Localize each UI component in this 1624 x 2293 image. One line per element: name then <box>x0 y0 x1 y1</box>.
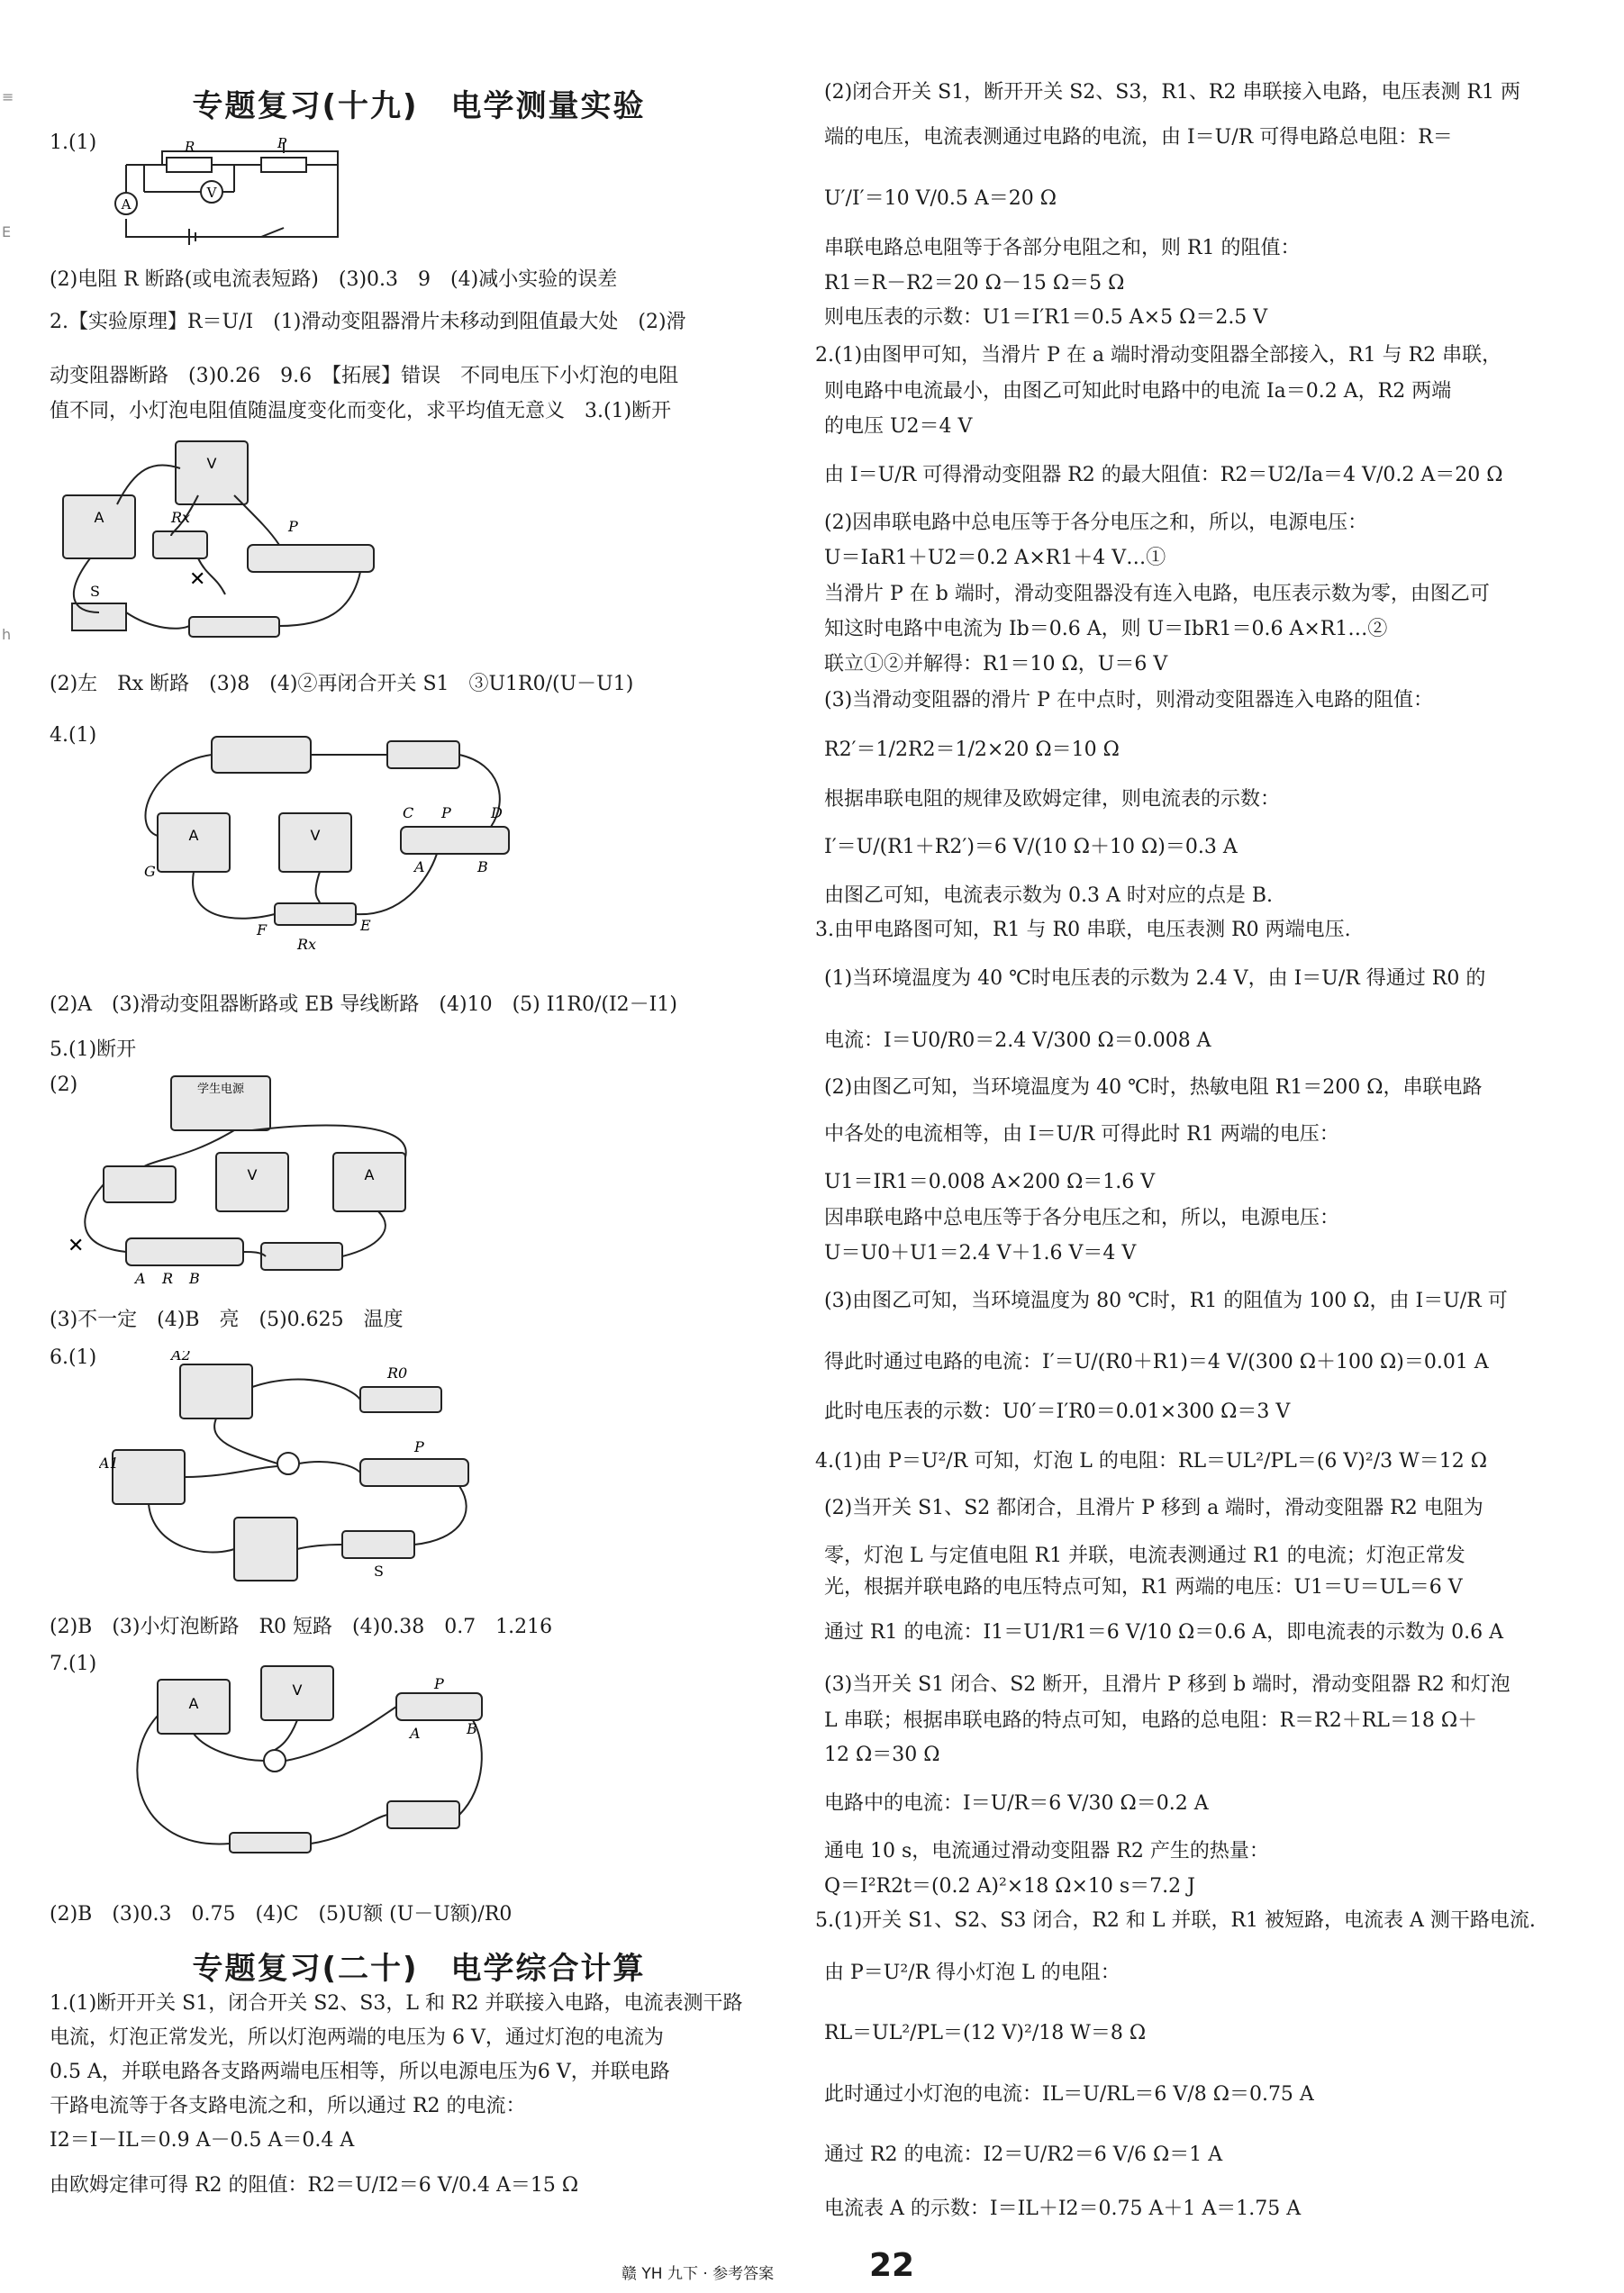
ans-line-35: 光，根据并联电路的电压特点可知，R1 两端的电压：U1＝U＝UL＝6 V <box>824 1576 1463 1599</box>
q5-psu-label: 学生电源 <box>196 1083 245 1096</box>
q6-answers: (2)B (3)小灯泡断路 R0 短路 (4)0.38 0.7 1.216 <box>50 1616 553 1638</box>
q7-b-label: B <box>467 1720 477 1737</box>
q5-label: 5.(1)断开 <box>50 1038 137 1061</box>
q2-line3: 值不同，小灯泡电阻值随温度变化而变化，求平均值无意义 3.(1)断开 <box>50 400 672 422</box>
q5-r-label: R <box>162 1270 174 1287</box>
edge-mark-1: ≡ <box>2 88 14 105</box>
ans-line-7: 2.(1)由图甲可知，当滑片 P 在 a 端时滑动变阻器全部接入，R1 与 R2 串联， <box>815 344 1502 367</box>
ans-line-18: 根据串联电阻的规律及欧姆定律，则电流表的示数： <box>824 788 1281 811</box>
ans-line-46: 此时通过小灯泡的电流：IL＝U/RL＝6 V/8 Ω＝0.75 A <box>824 2083 1314 2106</box>
q5-sub2-label: (2) <box>50 1074 78 1096</box>
ans-line-32: 4.(1)由 P＝U²/R 可知，灯泡 L 的电阻：RL＝UL²/PL＝(6 V)²/3 W＝12 Ω <box>815 1450 1487 1473</box>
ans-line-14: 知这时电路中电流为 Ib＝0.6 A，则 U＝IbR1＝0.6 A×R1…② <box>824 618 1388 640</box>
ans-line-12: U＝IaR1＋U2＝0.2 A×R1＋4 V…① <box>824 547 1166 569</box>
q7-p-label: P <box>434 1675 444 1692</box>
q4-e-label: E <box>360 917 371 934</box>
ans-line-6: 则电压表的示数：U1＝I′R1＝0.5 A×5 Ω＝2.5 V <box>824 306 1268 329</box>
q4-ammeter-label: A <box>188 827 199 844</box>
ans-line-31: 此时电压表的示数：U0′＝I′R0＝0.01×300 Ω＝3 V <box>824 1400 1291 1423</box>
q4-label: 4.(1) <box>50 724 97 747</box>
ans-line-10: 由 I＝U/R 可得滑动变阻器 R2 的最大阻值：R2＝U2/Ia＝4 V/0.2 A＝20 Ω <box>824 464 1503 486</box>
circuit-q5-svg <box>54 1067 432 1292</box>
q7-answers: (2)B (3)0.3 0.75 (4)C (5)U额 (U－U额)/R0 <box>50 1903 513 1926</box>
ans-line-25: 中各处的电流相等，由 I＝U/R 可得此时 R1 两端的电压： <box>824 1123 1339 1146</box>
ans-line-2: 端的电压，电流表测通过电路的电流，由 I＝U/R 可得电路总电阻：R＝ <box>824 126 1453 149</box>
resistor-label: R <box>185 139 195 155</box>
ans-line-16: (3)当滑动变阻器的滑片 P 在中点时，则滑动变阻器连入电路的阻值： <box>824 689 1433 711</box>
ans-line-9: 的电压 U2＝4 V <box>824 415 973 438</box>
q7-a-label: A <box>410 1725 421 1742</box>
ans-line-1: (2)闭合开关 S1，断开开关 S2、S3，R1、R2 串联接入电路，电压表测 R1 两 <box>824 81 1521 104</box>
ans-line-24: (2)由图乙可知，当环境温度为 40 ℃时，热敏电阻 R1＝200 Ω，串联电路 <box>824 1076 1483 1099</box>
circuit-photo-q5 <box>54 1067 432 1292</box>
q5-ammeter-label: A <box>364 1166 375 1183</box>
voltmeter-label: V <box>206 185 217 201</box>
ans-line-44: 由 P＝U²/R 得小灯泡 L 的电阻： <box>824 1962 1120 1984</box>
ans-line-21: 3.由甲电路图可知，R1 与 R0 串联，电压表测 R0 两端电压. <box>815 919 1351 941</box>
circuit-q7-svg <box>99 1653 486 1878</box>
ans-line-8: 则电路中电流最小，由图乙可知此时电路中的电流 Ia＝0.2 A，R2 两端 <box>824 380 1452 403</box>
edge-mark-2: E <box>2 223 12 240</box>
circuit-q3-svg <box>54 432 387 648</box>
circuit-photo-q4 <box>113 728 527 953</box>
page-number: 22 <box>869 2247 915 2284</box>
q3-s-label: S <box>90 583 100 600</box>
q6-a1-label: A1 <box>99 1455 119 1472</box>
footer-label: 赣 YH 九下 · 参考答案 <box>621 2265 775 2283</box>
ans-line-17: R2′＝1/2R2＝1/2×20 Ω＝10 Ω <box>824 739 1120 761</box>
ans-line-45: RL＝UL²/PL＝(12 V)²/18 W＝8 Ω <box>824 2022 1147 2044</box>
q6-p-label: P <box>414 1438 424 1455</box>
q3-answers: (2)左 Rx 断路 (3)8 (4)②再闭合开关 S1 ③U1R0/(U－U1) <box>50 673 634 695</box>
calc1-line6: 由欧姆定律可得 R2 的阻值：R2＝U/I2＝6 V/0.4 A＝15 Ω <box>50 2174 579 2197</box>
q3-ammeter-label: A <box>94 509 104 526</box>
ans-line-26: U1＝IR1＝0.008 A×200 Ω＝1.6 V <box>824 1171 1156 1193</box>
q5-answers: (3)不一定 (4)B 亮 (5)0.625 温度 <box>50 1309 404 1331</box>
calc1-line4: 干路电流等于各支路电流之和，所以通过 R2 的电流： <box>50 2095 526 2117</box>
ans-line-19: I′＝U/(R1＋R2′)＝6 V/(10 Ω＋10 Ω)＝0.3 A <box>824 836 1238 858</box>
circuit-photo-q7 <box>99 1653 486 1878</box>
ans-line-13: 当滑片 P 在 b 端时，滑动变阻器没有连入电路，电压表示数为零，由图乙可 <box>824 583 1490 605</box>
ans-line-11: (2)因串联电路中总电压等于各分电压之和，所以，电源电压： <box>824 512 1368 534</box>
ans-line-37: (3)当开关 S1 闭合、S2 断开，且滑片 P 移到 b 端时，滑动变阻器 R2 和灯泡 <box>824 1673 1511 1696</box>
ans-line-29: (3)由图乙可知，当环境温度为 80 ℃时，R1 的阻值为 100 Ω，由 I＝U/R 可 <box>824 1290 1508 1312</box>
q6-a2-label: A2 <box>171 1351 191 1364</box>
q3-rx-label: Rx <box>171 509 191 526</box>
ans-line-30: 得此时通过电路的电流：I′＝U/(R0＋R1)＝4 V/(300 Ω＋100 Ω)＝0.01 A <box>824 1351 1489 1373</box>
q3-voltmeter-label: V <box>206 455 217 472</box>
calc1-line1: 1.(1)断开开关 S1，闭合开关 S2、S3，L 和 R2 并联接入电路，电流表测干路 <box>50 1992 743 2015</box>
q5-voltmeter-label: V <box>247 1166 258 1183</box>
ans-line-33: (2)当开关 S1、S2 都闭合，且滑片 P 移到 a 端时，滑动变阻器 R2 电阻为 <box>824 1497 1483 1519</box>
q4-p-label: P <box>441 804 451 821</box>
q4-d-label: D <box>491 804 503 821</box>
ans-line-23: 电流：I＝U0/R0＝2.4 V/300 Ω＝0.008 A <box>824 1029 1211 1052</box>
q1-label: 1.(1) <box>50 131 97 154</box>
ans-line-15: 联立①②并解得：R1＝10 Ω，U＝6 V <box>824 653 1168 675</box>
q6-r0-label: R0 <box>387 1364 408 1382</box>
q4-b-label: B <box>477 858 488 875</box>
circuit-q6-svg <box>99 1351 486 1590</box>
q6-label: 6.(1) <box>50 1346 97 1369</box>
ans-line-43: 5.(1)开关 S1、S2、S3 闭合，R2 和 L 并联，R1 被短路，电流表 A 测干路电流. <box>815 1909 1536 1932</box>
q4-f-label: F <box>257 921 268 938</box>
edge-mark-3: h <box>2 626 12 643</box>
ans-line-28: U＝U0＋U1＝2.4 V＋1.6 V＝4 V <box>824 1242 1137 1264</box>
ans-line-36: 通过 R1 的电流：I1＝U1/R1＝6 V/10 Ω＝0.6 A，即电流表的示数为 0.6 A <box>824 1621 1503 1644</box>
q4-g-label: G <box>144 863 156 880</box>
ans-line-42: Q＝I²R2t＝(0.2 A)²×18 Ω×10 s＝7.2 J <box>824 1875 1195 1898</box>
q3-cross-mark: ✕ <box>189 568 206 591</box>
ans-line-48: 电流表 A 的示数：I＝IL＋I2＝0.75 A＋1 A＝1.75 A <box>824 2198 1302 2220</box>
ans-line-27: 因串联电路中总电压等于各分电压之和，所以，电源电压： <box>824 1207 1340 1229</box>
circuit-photo-q6 <box>99 1351 486 1590</box>
circuit-diagram-q1 <box>108 133 342 250</box>
ans-line-41: 通电 10 s，电流通过滑动变阻器 R2 产生的热量： <box>824 1840 1269 1862</box>
ans-line-39: 12 Ω＝30 Ω <box>824 1744 940 1766</box>
circuit-q4-svg <box>113 728 527 953</box>
ans-line-22: (1)当环境温度为 40 ℃时电压表的示数为 2.4 V，由 I＝U/R 得通过 R0 的 <box>824 967 1486 990</box>
calc1-line5: I2＝I－IL＝0.9 A－0.5 A＝0.4 A <box>50 2129 355 2152</box>
circuit-q1-svg <box>108 133 342 250</box>
q5-b-label: B <box>189 1270 200 1287</box>
ans-line-5: R1＝R－R2＝20 Ω－15 Ω＝5 Ω <box>824 272 1125 295</box>
ans-line-3: U′/I′＝10 V/0.5 A＝20 Ω <box>824 187 1057 210</box>
ammeter-label: A <box>121 196 132 213</box>
q2-line2: 动变阻器断路 (3)0.26 9.6 【拓展】错误 不同电压下小灯泡的电阻 <box>50 365 679 387</box>
q4-voltmeter-label: V <box>310 827 321 844</box>
q7-voltmeter-label: V <box>292 1681 303 1699</box>
q3-p-label: P <box>288 518 298 535</box>
q6-s-label: S <box>374 1563 384 1580</box>
ans-line-47: 通过 R2 的电流：I2＝U/R2＝6 V/6 Ω＝1 A <box>824 2143 1223 2166</box>
q4-rx-label: Rx <box>297 936 317 953</box>
q5-a-label: A <box>135 1270 146 1287</box>
ans-line-34: 零，灯泡 L 与定值电阻 R1 并联，电流表测通过 R1 的电流；灯泡正常发 <box>824 1545 1465 1567</box>
calc1-line2: 电流，灯泡正常发光，所以灯泡两端的电压为 6 V，通过灯泡的电流为 <box>50 2026 664 2049</box>
q7-ammeter-label: A <box>188 1695 199 1712</box>
circuit-photo-q3 <box>54 432 387 648</box>
ans-line-4: 串联电路总电阻等于各部分电阻之和，则 R1 的阻值： <box>824 237 1301 259</box>
ans-line-40: 电路中的电流：I＝U/R＝6 V/30 Ω＝0.2 A <box>824 1792 1209 1815</box>
calc1-line3: 0.5 A，并联电路各支路两端电压相等，所以电源电压为6 V，并联电路 <box>50 2061 670 2083</box>
q4-c-label: C <box>403 804 414 821</box>
q7-label: 7.(1) <box>50 1653 97 1675</box>
q4-answers: (2)A (3)滑动变阻器断路或 EB 导线断路 (4)10 (5) I1R0/(I2－I1) <box>50 993 677 1016</box>
q4-a-label: A <box>414 858 425 875</box>
q2-line1: 2.【实验原理】R＝U/I (1)滑动变阻器滑片未移动到阻值最大处 (2)滑 <box>50 311 686 333</box>
slider-label: P <box>277 135 287 151</box>
q5-cross-mark: ✕ <box>68 1235 85 1257</box>
section-title-20: 专题复习(二十) 电学综合计算 <box>192 1951 646 1987</box>
section-title-19: 专题复习(十九) 电学测量实验 <box>192 88 646 124</box>
q1-answers: (2)电阻 R 断路(或电流表短路) (3)0.3 9 (4)减小实验的误差 <box>50 268 618 291</box>
ans-line-38: L 串联；根据串联电路的特点可知，电路的总电阻：R＝R2＋RL＝18 Ω＋ <box>824 1709 1478 1732</box>
ans-line-20: 由图乙可知，电流表示数为 0.3 A 时对应的点是 B. <box>824 884 1274 907</box>
